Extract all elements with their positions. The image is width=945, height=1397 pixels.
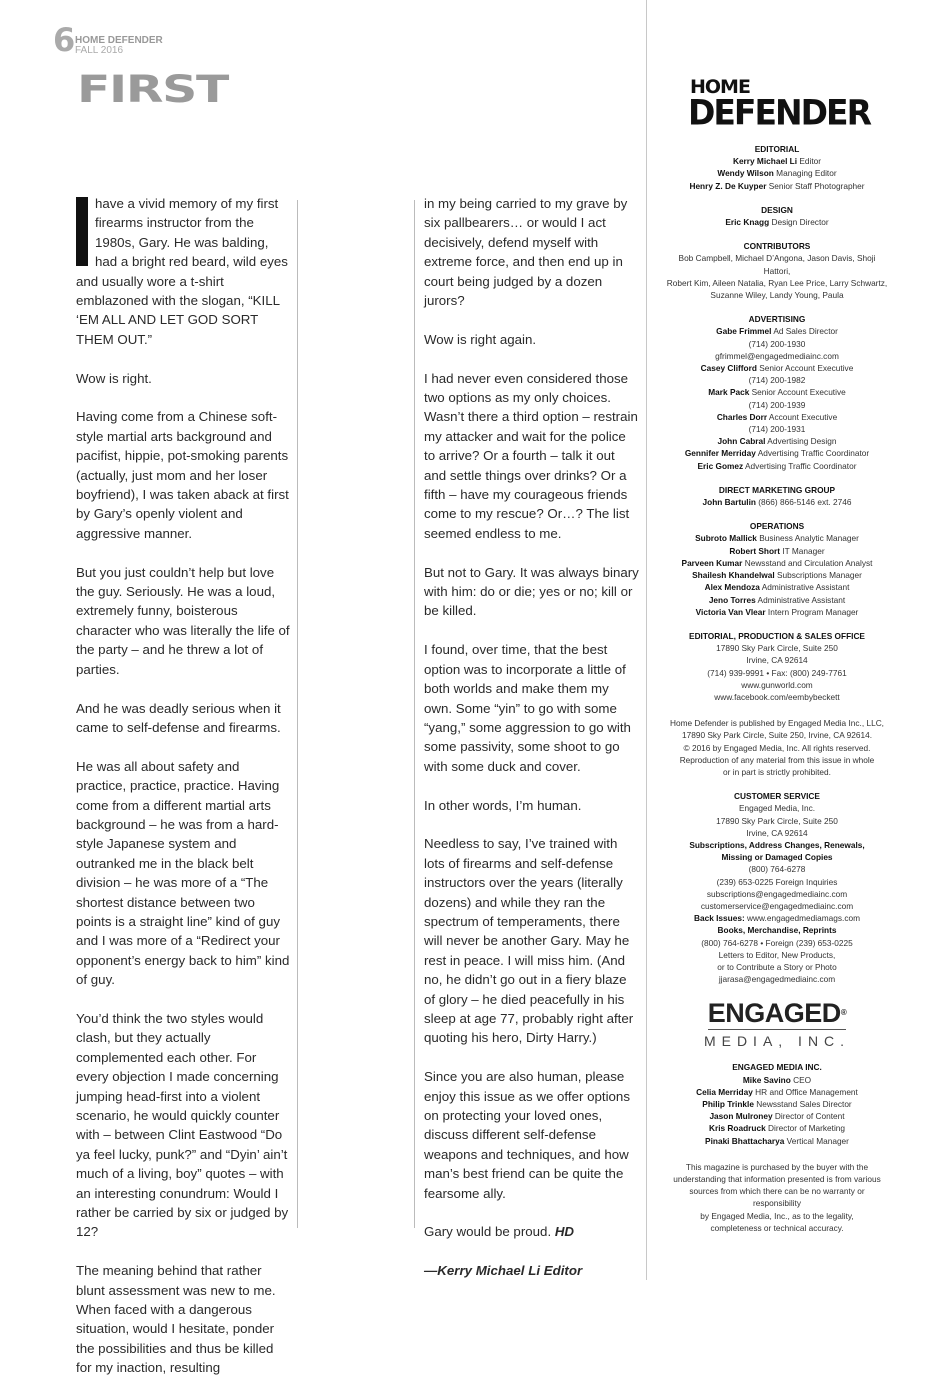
masthead <box>666 78 888 1234</box>
staff-entry: Victoria Van Vlear Intern Program Manager <box>695 606 859 617</box>
staff-entry: Gennifer Merriday Advertising Traffic Coordinator <box>684 448 870 459</box>
article-paragraph: I had never even considered those two options as my only choices. Wasn’t there a third option – restrain my attacker and wait for the police to arrive? Or a fourth – talk it out and settle things over drinks? Or a fifth – have my courageous friends come to my rescue? Or…? The list seemed endless to me. <box>424 370 638 541</box>
staff-name: Celia Merriday <box>696 1086 753 1097</box>
subscriptions-heading-text: Missing or Damaged Copies <box>721 852 833 863</box>
disclaimer-line: sources from which there can be no warranty or responsibility <box>689 1186 865 1209</box>
staff-name: Parveen Kumar <box>681 557 743 568</box>
column-divider <box>297 200 298 1228</box>
contributors-line: Suzanne Wiley, Landy Young, Paula <box>710 290 844 301</box>
article-paragraph: have a vivid memory of my first firearms instructor from the 1980s, Gary. He was balding, had a bright red beard, wild eyes and usually wore a t-shirt emblazoned with the slogan, “KILL ‘EM ALL AND LET GOD SORT THEM OUT.” <box>76 196 288 347</box>
staff-name: Victoria Van Vlear <box>695 606 766 617</box>
books-line: jjarasa@engagedmediainc.com <box>718 974 836 985</box>
back-issues-label: Back Issues: <box>693 913 745 924</box>
subscriptions-line: customerservice@engagedmediainc.com <box>700 900 854 911</box>
masthead-heading: OPERATIONS <box>749 521 805 532</box>
engaged-media-logo <box>666 999 888 1049</box>
staff-name: Eric Gomez <box>697 460 744 471</box>
publisher-note <box>666 717 888 778</box>
staff-entry: Wendy Wilson Managing Editor <box>717 168 837 179</box>
cs-address-line: Engaged Media, Inc. <box>738 803 816 814</box>
article-column-2 <box>424 194 639 1300</box>
staff-entry: Gabe Frimmel Ad Sales Director <box>716 326 838 337</box>
contributors-line: Bob Campbell, Michael D’Angona, Jason Davis, Shoji Hattori, <box>678 253 876 276</box>
staff-name: Subroto Mallick <box>695 533 757 544</box>
editor-signature: —Kerry Michael Li Editor <box>424 1263 583 1279</box>
masthead-heading: DIRECT MARKETING GROUP <box>718 484 836 495</box>
staff-name: Charles Dorr <box>716 411 768 422</box>
engaged-logo-wordmark: ENGAGED® <box>707 998 847 1029</box>
subscriptions-heading-text: Subscriptions, Address Changes, Renewals, <box>689 839 865 850</box>
staff-entry: Pinaki Bhattacharya Vertical Manager <box>705 1135 849 1146</box>
staff-entry: Robert Short IT Manager <box>729 545 825 556</box>
disclaimer <box>666 1161 888 1234</box>
books-line: Letters to Editor, New Products, <box>718 949 836 960</box>
staff-entry: Kerry Michael Li Editor <box>732 156 822 167</box>
engaged-logo-subtitle: MEDIA, INC. <box>703 1033 851 1050</box>
publisher-note-line: or in part is strictly prohibited. <box>723 766 831 777</box>
staff-name: Mark Pack <box>708 387 750 398</box>
office-line: www.gunworld.com <box>741 679 813 690</box>
column-divider <box>414 200 415 1228</box>
staff-name: Kris Roadruck <box>708 1123 766 1134</box>
staff-name: Henry Z. De Kuyper <box>689 180 767 191</box>
drop-cap-letter-i <box>76 197 88 266</box>
contact-line: (714) 200-1930 <box>748 338 806 349</box>
staff-name: Kerry Michael Li <box>732 156 798 167</box>
staff-entry: Kris Roadruck Director of Marketing <box>708 1123 846 1134</box>
article-paragraph: The meaning behind that rather blunt assessment was new to me. When faced with a dangerous situation, would I hesitate, ponder the possibilities and thus be killed for my inaction, resulting <box>76 1263 276 1376</box>
staff-name: Robert Short <box>729 545 781 556</box>
staff-name: Jason Mulroney <box>709 1111 773 1122</box>
cs-address-line: 17890 Sky Park Circle, Suite 250 <box>716 815 838 826</box>
section-title: FIRST <box>77 68 229 111</box>
article-paragraph: I found, over time, that the best option was to incorporate a little of both worlds and make them my own. Some “yin” to go with some “yang,” some aggression to go with some passivity, some shoot to go with some duck and cover. <box>424 642 631 774</box>
article-paragraph: Wow is right again. <box>424 331 537 347</box>
contact-line: (714) 200-1931 <box>748 424 806 435</box>
staff-name: Casey Clifford <box>700 363 757 374</box>
article-paragraph: But not to Gary. It was always binary with him: do or die; yes or no; kill or be killed. <box>424 564 639 619</box>
contact-line: gfrimmel@engagedmediainc.com <box>715 350 839 361</box>
staff-entry: Jason Mulroney Director of Content <box>709 1111 845 1122</box>
subscriptions-heading <box>666 851 888 863</box>
staff-entry: Shailesh Khandelwal Subscriptions Manager <box>692 570 862 581</box>
staff-entry: Mark Pack Senior Account Executive <box>708 387 846 398</box>
contributors-line: Robert Kim, Aileen Natalia, Ryan Lee Price, Larry Schwartz, <box>666 277 888 288</box>
page-divider <box>646 0 647 1280</box>
registered-mark: ® <box>840 1008 847 1018</box>
logo-top-word: HOME <box>690 76 750 98</box>
staff-entry: Parveen Kumar Newsstand and Circulation Analyst <box>681 557 873 568</box>
masthead-heading: ADVERTISING <box>748 314 806 325</box>
article-paragraph: Since you are also human, please enjoy this issue as we offer options on protecting your loved ones, discuss different self-defense weapons and techniques, and how man’s best friend can be quite the fearsome ally. <box>424 1069 630 1201</box>
back-issues: Back Issues: www.engagedmediamags.com <box>693 913 861 924</box>
article-closing: Gary would be proud. HD <box>424 1224 575 1240</box>
masthead-heading: EDITORIAL, PRODUCTION & SALES OFFICE <box>689 630 865 641</box>
staff-name: Philip Trinkle <box>702 1099 754 1109</box>
subscriptions-line: (239) 653-0225 Foreign Inquiries <box>716 876 838 887</box>
staff-name: Mike Savino <box>742 1074 791 1085</box>
contact-line: (714) 200-1982 <box>748 375 806 386</box>
staff-entry: Philip Trinkle Newsstand Sales Director <box>702 1099 852 1109</box>
staff-name: Wendy Wilson <box>717 168 774 179</box>
contact-line: (714) 200-1939 <box>748 399 806 410</box>
staff-entry: Eric Knagg Design Director <box>725 217 829 228</box>
page-number: 6 <box>53 21 76 59</box>
staff-name: Gabe Frimmel <box>716 326 772 337</box>
article-paragraph: You’d think the two styles would clash, but they actually complemented each other. For every objection I made concerning jumping head-first into a violent scenario, he would quickly counter with – between Clint Eastwood “Do ya feel lucky, punk?” and “Dyin’ ain’t much of a living, boy” quotes – with an interesting conundrum: Would I rather be carried by six or judged by 12? <box>76 1010 289 1240</box>
books-heading <box>666 924 888 936</box>
publisher-note-line: 17890 Sky Park Circle, Suite 250, Irvine, CA 92614. <box>681 730 872 741</box>
masthead-heading: ENGAGED MEDIA INC. <box>732 1062 822 1073</box>
staff-name: John Cabral <box>717 436 766 447</box>
staff-name: John Bartulin <box>702 497 756 508</box>
article-paragraph: And he was deadly serious when it came to self-defense and firearms. <box>76 700 281 735</box>
staff-name: Shailesh Khandelwal <box>692 570 775 581</box>
office-line: www.facebook.com/eembybeckett <box>714 691 840 702</box>
staff-entry: Subroto Mallick Business Analytic Manager <box>695 533 859 544</box>
books-line: or to Contribute a Story or Photo <box>717 961 837 972</box>
article-paragraph: in my being carried to my grave by six pallbearers… or would I act decisively, defend myself with extreme force, and then end up in court being judged by a dozen jurors? <box>424 196 628 309</box>
article-paragraph: He was all about safety and practice, practice, practice. Having come from a different martial arts background – he was from a hard-style Japanese system and outranked me in the black belt division – he was more of a “The shortest distance between two points is a straight line” kind of guy and I was more of a “Redirect your opponent’s energy back to him” kind of guy. <box>76 758 290 988</box>
article-paragraph: Having come from a Chinese soft-style martial arts background and pacifist, hippie, pot-smoking parents (actually, just mom and her loser boyfriend), I was taken aback at first by Gary’s openly violent and aggressive manner. <box>76 409 289 541</box>
masthead-heading: DESIGN <box>761 204 793 215</box>
logo-bottom-word: DEFENDER <box>688 92 870 133</box>
staff-name: Gennifer Merriday <box>684 448 756 459</box>
issue-date: FALL 2016 <box>75 45 124 56</box>
article-paragraph: But you just couldn’t help but love the guy. Seriously. He was a loud, extremely funny, boisterous character who was literally the life of the party – and he threw a lot of parties. <box>76 564 290 677</box>
staff-entry: Alex Mendoza Administrative Assistant <box>704 582 850 593</box>
article-column-1 <box>76 194 291 1397</box>
publisher-note-line: © 2016 by Engaged Media, Inc. All rights reserved. <box>683 742 871 753</box>
magazine-name: HOME DEFENDER <box>75 35 163 46</box>
staff-name: Eric Knagg <box>725 217 770 228</box>
article-paragraph: Needless to say, I’ve trained with lots of firearms and self-defense instructors over the years (literally dozens) and while they ran the spectrum of temperaments, there will never be another Gary. May he rest in peace. I will miss him. (And no, he didn’t go out in a fiery blaze of glory – he died peacefully in his sleep at age 77, probably right after quoting his hero, Dirty Harry.) <box>424 836 634 1046</box>
masthead-heading: CONTRIBUTORS <box>743 241 811 252</box>
office-line: 17890 Sky Park Circle, Suite 250 <box>716 643 838 654</box>
staff-entry: Jeno Torres Administrative Assistant <box>708 594 846 605</box>
masthead-heading: EDITORIAL <box>754 144 800 154</box>
staff-entry: Celia Merriday HR and Office Management <box>696 1086 858 1097</box>
disclaimer-line: understanding that information presented is from various <box>673 1174 881 1185</box>
books-heading-text: Books, Merchandise, Reprints <box>717 925 837 936</box>
article-paragraph: Wow is right. <box>76 370 152 386</box>
office-line: (714) 939-9991 • Fax: (800) 249-7761 <box>707 667 847 678</box>
staff-entry: Eric Gomez Advertising Traffic Coordinator <box>697 460 857 471</box>
staff-entry: Charles Dorr Account Executive <box>716 411 838 422</box>
disclaimer-line: by Engaged Media, Inc., as to the legality, <box>700 1210 854 1221</box>
publisher-note-line: Home Defender is published by Engaged Media Inc., LLC, <box>669 718 884 729</box>
books-line: (800) 764-6278 • Foreign (239) 653-0225 <box>701 937 853 948</box>
engaged-logo-rule <box>708 1029 846 1030</box>
staff-entry: Casey Clifford Senior Account Executive <box>700 363 854 374</box>
subscriptions-line: (800) 764-6278 <box>748 864 806 875</box>
cs-address-line: Irvine, CA 92614 <box>746 827 808 838</box>
subscriptions-line: subscriptions@engagedmediainc.com <box>706 888 848 899</box>
staff-name: Jeno Torres <box>708 594 756 605</box>
staff-name: Alex Mendoza <box>704 582 760 593</box>
staff-entry: John Bartulin (866) 866-5146 ext. 2746 <box>702 497 852 508</box>
masthead-logo <box>666 76 888 133</box>
office-line: Irvine, CA 92614 <box>746 655 808 666</box>
staff-entry: Henry Z. De Kuyper Senior Staff Photographer <box>689 180 865 191</box>
masthead-heading: CUSTOMER SERVICE <box>734 791 820 802</box>
staff-name: Pinaki Bhattacharya <box>705 1135 785 1146</box>
closing-mark: HD <box>554 1224 575 1240</box>
staff-entry: John Cabral Advertising Design <box>717 436 837 447</box>
disclaimer-line: completeness or technical accuracy. <box>710 1222 844 1233</box>
subscriptions-heading <box>666 839 888 851</box>
disclaimer-line: This magazine is purchased by the buyer with the <box>685 1161 869 1172</box>
article-paragraph: In other words, I’m human. <box>424 797 582 813</box>
publisher-note-line: Reproduction of any material from this issue in whole <box>679 754 875 765</box>
staff-entry: Mike Savino CEO <box>742 1074 812 1085</box>
